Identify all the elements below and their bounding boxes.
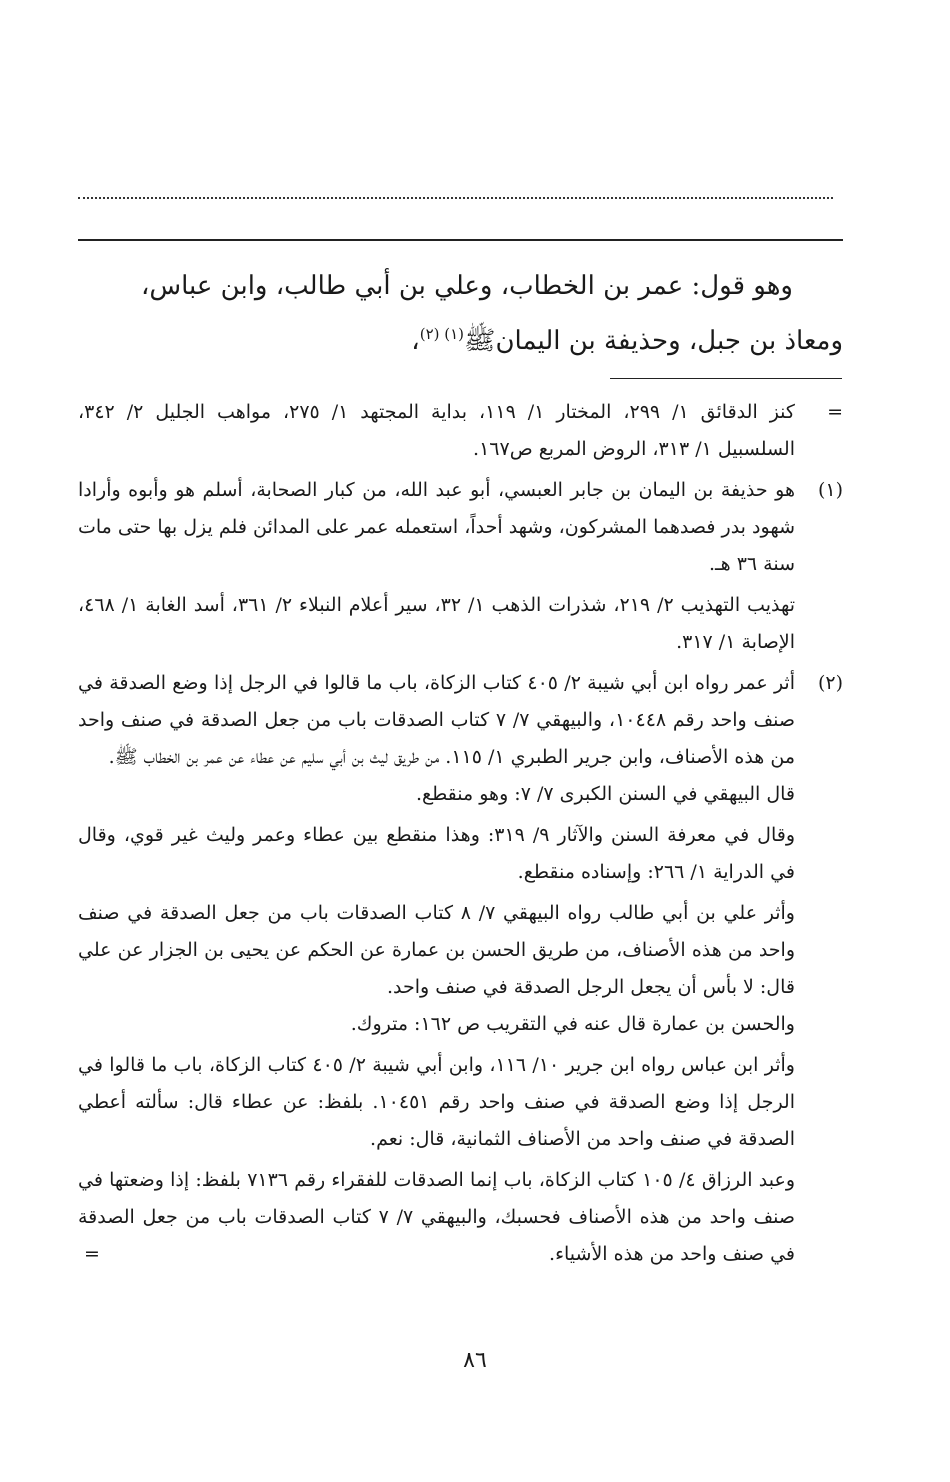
footnote-2-para-1: أثر عمر رواه ابن أبي شيبة ٢/ ٤٠٥ كتاب الزكاة، باب ما قالوا في الرجل إذا وضع الصدقة في صنف واحد رقم ١٠٤٤٨، والبيهقي ٧/ ٧ كتاب الصدقات باب من جعل الصدقة في صنف واحد من هذه الأصناف، وابن جرير الطبري ١/ ١١٥. من طريق ليث بن أبي سليم عن عطاء عن عمر بن الخطاب ﷺ.: [78, 672, 795, 768]
footnote-separator: [610, 378, 842, 379]
main-line-2: [78, 310, 843, 365]
footnote-1-marker: (١): [817, 479, 843, 501]
footnote-continuation: [78, 394, 843, 468]
dotted-separator: [78, 197, 833, 199]
honorific-glyph: ﷺ: [464, 326, 496, 356]
footnote-2-para-3: وقال في معرفة السنن والآثار ٩/ ٣١٩: وهذا منقطع بين عطاء وعمر وليث غير قوي، وقال في الدراية ١/ ٢٦٦: وإسناده منقطع.: [78, 824, 795, 883]
footnote-2-para-5: والحسن بن عمارة قال عنه في التقريب ص ١٦٢: متروك.: [350, 1013, 795, 1035]
main-line-2-text: ومعاذ بن جبل، وحذيفة بن اليمان: [495, 326, 843, 356]
footnote-2-para-7: [78, 1162, 795, 1273]
top-rule: [78, 239, 843, 241]
footnote-2: [78, 665, 843, 1273]
footnotes: [78, 394, 843, 1277]
page-number: ٨٦: [463, 1348, 487, 1373]
footnote-2-para-2: قال البيهقي في السنن الكبرى ٧/ ٧: وهو منقطع.: [415, 783, 795, 805]
footnote-2-para-7-text: وعبد الرزاق ٤/ ١٠٥ كتاب الزكاة، باب إنما الصدقات للفقراء رقم ٧١٣٦ بلفظ: إذا وضعتها في صنف واحد من هذه الأصناف فحسبك، والبيهقي ٧/ ٧ كتاب الصدقات باب من جعل الصدقة في صنف واحد من هذه الأشياء.: [78, 1169, 796, 1265]
main-text: [78, 262, 843, 365]
footnote-2-marker: (٢): [817, 672, 843, 694]
footnote-refs: (١) (٢): [419, 325, 465, 343]
footnote-2-para-4: وأثر علي بن أبي طالب رواه البيهقي ٧/ ٨ كتاب الصدقات باب من جعل الصدقة في صنف واحد من هذه الأصناف، من طريق الحسن بن عمارة عن الحكم عن يحيى بن الجزار عن علي قال: لا بأس أن يجعل الرجل الصدقة في صنف واحد.: [78, 902, 795, 998]
continuation-text: كنز الدقائق ١/ ٢٩٩، المختار ١/ ١١٩، بداية المجتهد ١/ ٢٧٥، مواهب الجليل ٢/ ٣٤٢، السلسبيل ١/ ٣١٣، الروض المربع ص١٦٧.: [78, 401, 795, 460]
continuation-marker: =: [827, 401, 843, 423]
continues-marker: =: [84, 1243, 100, 1265]
footnote-1-text: هو حذيفة بن اليمان بن جابر العبسي، أبو عبد الله، من كبار الصحابة، أسلم هو وأبوه وأرادا شهود بدر فصدهما المشركون، وشهد أحداً، استعمله عمر على المدائن فلم يزل بها حتى مات سنة ٣٦ هـ.: [78, 479, 795, 575]
footnote-2-para-6: وأثر ابن عباس رواه ابن جرير ١٠/ ١١٦، وابن أبي شيبة ٢/ ٤٠٥ كتاب الزكاة، باب ما قالوا في الرجل إذا وضع الصدقة في صنف واحد رقم ١٠٤٥١. بلفظ: عن عطاء قال: سألته أعطي الصدقة في صنف واحد من الأصناف الثمانية، قال: نعم.: [78, 1054, 795, 1150]
main-line-1: وهو قول: عمر بن الخطاب، وعلي بن أبي طالب، وابن عباس،: [140, 271, 793, 301]
footnote-1: [78, 472, 843, 661]
footnote-1-sources: تهذيب التهذيب ٢/ ٢١٩، شذرات الذهب ١/ ٣٢، سير أعلام النبلاء ٢/ ٣٦١، أسد الغابة ١/ ٤٦٨، الإصابة ١/ ٣١٧.: [78, 594, 796, 653]
main-line-2-end: ،: [411, 326, 420, 356]
